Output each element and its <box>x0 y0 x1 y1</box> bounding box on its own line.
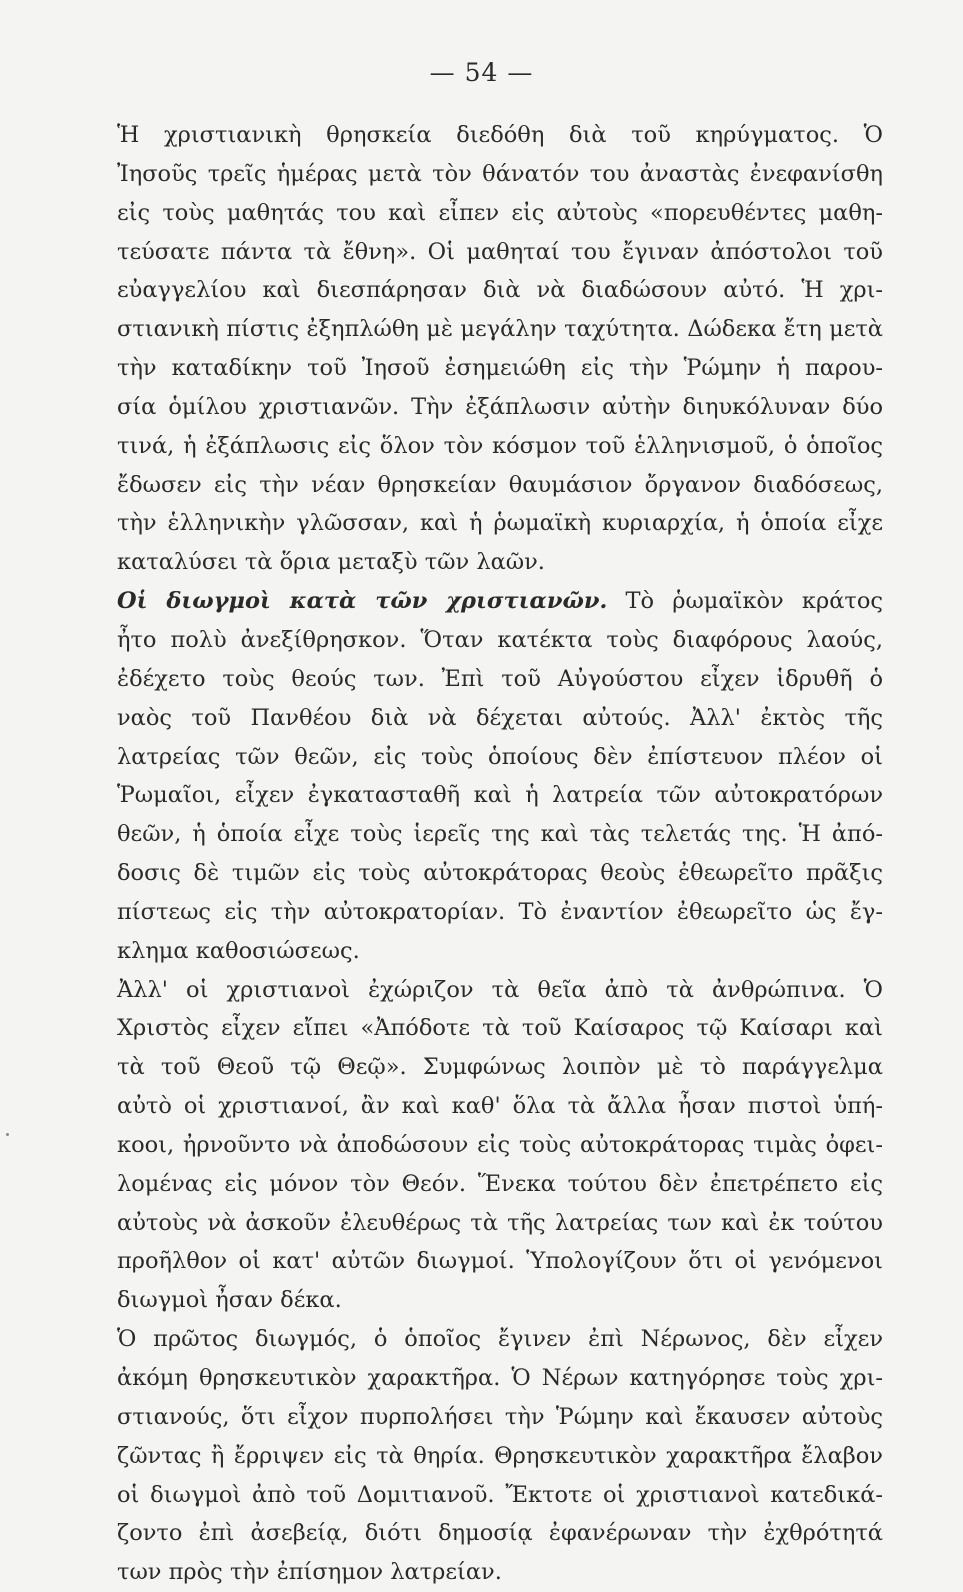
text-line: κοοι, ἠρνοῦντο νὰ ἀποδώσουν εἰς τοὺς αὐτοκράτορας τιμὰς ὀφει- <box>117 1131 883 1158</box>
text-line: τινά, ἡ ἐξάπλωσις εἰς ὅλον τὸν κόσμον τοῦ ἑλληνισμοῦ, ὁ ὁποῖος <box>117 432 883 459</box>
text-line: σία ὁμίλου χριστιανῶν. Τὴν ἐξάπλωσιν αὐτὴν διηυκόλυναν δύο <box>117 393 883 420</box>
text-line: τὴν ἑλληνικὴν γλῶσσαν, καὶ ἡ ῥωμαϊκὴ κυριαρχία, ἡ ὁποία εἶχε <box>117 510 883 537</box>
text-line: πίστεως εἰς τὴν αὐτοκρατορίαν. Τὸ ἐναντίον ἐθεωρεῖτο ὡς ἔγ- <box>117 898 883 925</box>
text-line: τὴν καταδίκην τοῦ Ἰησοῦ ἐσημειώθη εἰς τὴν Ῥώμην ἡ παρου- <box>117 355 883 382</box>
text-line: ζῶντας ἢ ἔρριψεν εἰς τὰ θηρία. Θρησκευτικὸν χαρακτῆρα ἔλαβον <box>117 1442 883 1469</box>
text-line: εὐαγγελίου καὶ διεσπάρησαν διὰ νὰ διαδώσουν αὐτό. Ἡ χρι- <box>117 277 883 304</box>
line-text: Τὸ ῥωμαϊκὸν κράτος <box>607 588 883 615</box>
text-line: προῆλθον οἱ κατ' αὐτῶν διωγμοί. Ὑπολογίζουν ὅτι οἱ γενόμενοι <box>117 1248 883 1275</box>
text-line: ἦτο πολὺ ἀνεξίθρησκον. Ὅταν κατέκτα τοὺς διαφόρους λαούς, <box>117 626 883 653</box>
section-heading-line <box>117 582 883 621</box>
text-line: τεύσατε πάντα τὰ ἔθνη». Οἱ μαθηταί του ἔγιναν ἀπόστολοι τοῦ <box>117 238 883 265</box>
text-line: Ὁ πρῶτος διωγμός, ὁ ὁποῖος ἔγινεν ἐπὶ Νέρωνος, δὲν εἶχεν <box>117 1326 883 1353</box>
text-line: ζοντο ἐπὶ ἀσεβείᾳ, διότι δημοσίᾳ ἐφανέρωναν τὴν ἐχθρότητά <box>117 1520 883 1547</box>
text-line: ναὸς τοῦ Πανθέου διὰ νὰ δέχεται αὐτούς. Ἀλλ' ἐκτὸς τῆς <box>117 704 883 731</box>
text-line: Ἀλλ' οἱ χριστιανοὶ ἐχώριζον τὰ θεῖα ἀπὸ τὰ ἀνθρώπινα. Ὁ <box>117 976 883 1003</box>
text-line: διωγμοὶ ἦσαν δέκα. <box>117 1287 342 1314</box>
text-line: αὐτὸ οἱ χριστιανοί, ἂν καὶ καθ' ὅλα τὰ ἄλλα ἦσαν πιστοὶ ὑπή- <box>117 1093 883 1120</box>
text-line: λατρείας τῶν θεῶν, εἰς τοὺς ὁποίους δὲν ἐπίστευον πλέον οἱ <box>117 743 883 770</box>
text-line: Ἡ χριστιανικὴ θρησκεία διεδόθη διὰ τοῦ κηρύγματος. Ὁ <box>117 122 883 148</box>
text-line: Χριστὸς εἶχεν εἴπει «Ἀπόδοτε τὰ τοῦ Καίσαρος τῷ Καίσαρι καὶ <box>117 1015 883 1042</box>
text-line: Ἰησοῦς τρεῖς ἡμέρας μετὰ τὸν θάνατόν του ἀναστὰς ἐνεφανίσθη <box>117 160 883 187</box>
section-heading: Οἱ διωγμοὶ κατὰ τῶν χριστιανῶν. <box>117 588 608 615</box>
text-line: εἰς τοὺς μαθητάς του καὶ εἶπεν εἰς αὐτοὺς «πορευθέντες μαθη- <box>117 199 883 226</box>
margin-speck <box>6 1133 9 1136</box>
text-line: οἱ διωγμοὶ ἀπὸ τοῦ Δομιτιανοῦ. Ἔκτοτε οἱ χριστιανοὶ κατεδικά- <box>117 1481 883 1508</box>
text-body <box>117 116 883 1592</box>
text-line: λομένας εἰς μόνον τὸν Θεόν. Ἕνεκα τούτου δὲν ἐπετρέπετο εἰς <box>117 1170 883 1197</box>
text-line: ἐδέχετο τοὺς θεούς των. Ἐπὶ τοῦ Αὐγούστου εἶχεν ἱδρυθῆ ὁ <box>117 665 883 692</box>
text-line: ἔδωσεν εἰς τὴν νέαν θρησκείαν θαυμάσιον ὄργανον διαδόσεως, <box>117 471 883 498</box>
text-line: στιανικὴ πίστις ἐξηπλώθη μὲ μεγάλην ταχύτητα. Δώδεκα ἔτη μετὰ <box>117 316 883 343</box>
text-line: θεῶν, ἡ ὁποία εἶχε τοὺς ἱερεῖς της καὶ τὰς τελετάς της. Ἡ ἀπό- <box>117 821 883 848</box>
page-number: — 54 — <box>429 58 534 87</box>
text-line: Ῥωμαῖοι, εἶχεν ἐγκατασταθῆ καὶ ἡ λατρεία τῶν αὐτοκρατόρων <box>117 782 883 809</box>
text-line: στιανούς, ὅτι εἶχον πυρπολήσει τὴν Ῥώμην καὶ ἔκαυσεν αὐτοὺς <box>117 1403 883 1430</box>
text-line: των πρὸς τὴν ἐπίσημον λατρείαν. <box>117 1559 502 1586</box>
text-line: δοσις δὲ τιμῶν εἰς τοὺς αὐτοκράτορας θεοὺς ἐθεωρεῖτο πρᾶξις <box>117 860 883 887</box>
text-line: αὐτοὺς νὰ ἀσκοῦν ἐλευθέρως τὰ τῆς λατρείας των καὶ ἐκ τούτου <box>117 1209 883 1236</box>
text-line: τὰ τοῦ Θεοῦ τῷ Θεῷ». Συμφώνως λοιπὸν μὲ τὸ παράγγελμα <box>117 1054 883 1081</box>
text-line: καταλύσει τὰ ὅρια μεταξὺ τῶν λαῶν. <box>117 549 545 576</box>
text-line: κλημα καθοσιώσεως. <box>117 937 360 964</box>
text-line: ἀκόμη θρησκευτικὸν χαρακτῆρα. Ὁ Νέρων κατηγόρησε τοὺς χρι- <box>117 1365 883 1391</box>
